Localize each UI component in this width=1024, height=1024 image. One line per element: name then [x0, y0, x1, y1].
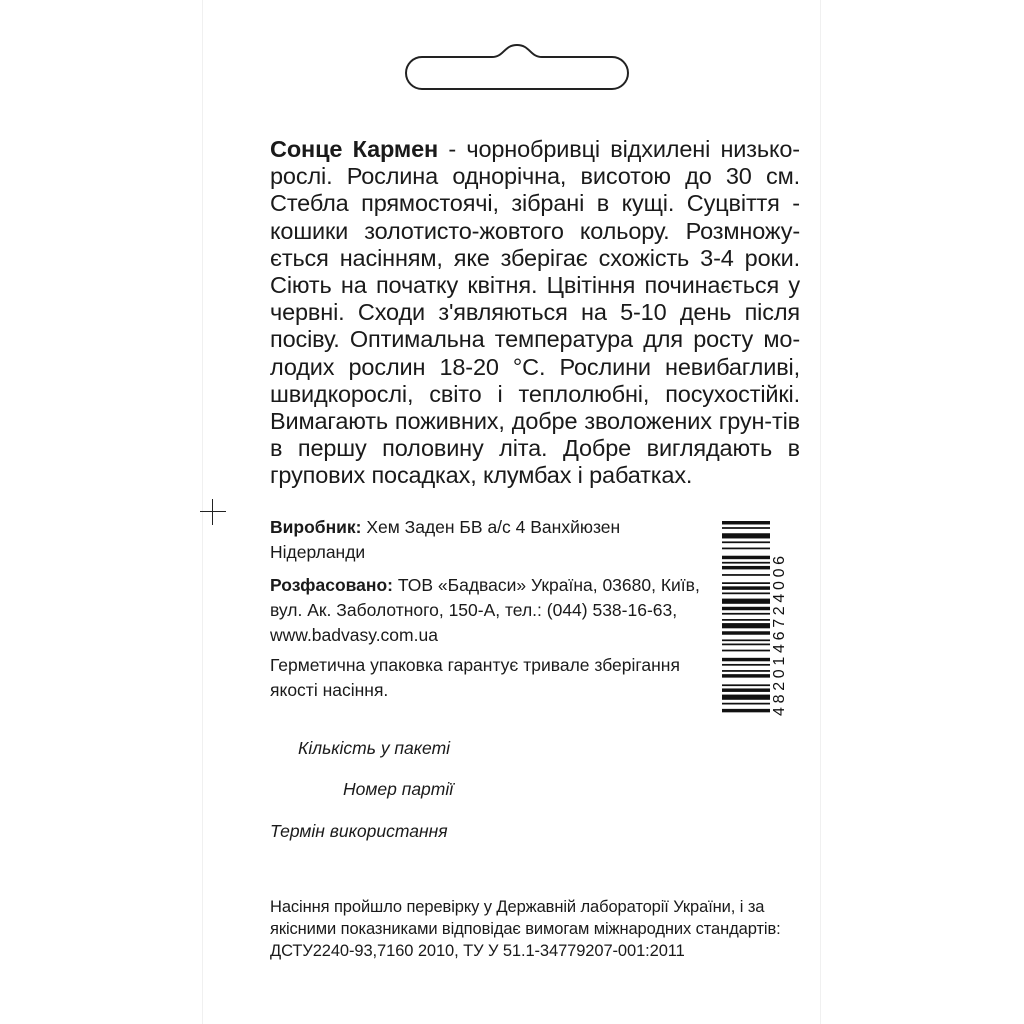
- registration-mark: [200, 499, 226, 525]
- hang-hole-outline: [404, 43, 630, 91]
- barcode-bar: [722, 631, 770, 634]
- product-description-text: - чорнобривці відхилені низько-рослі. Рослина однорічна, висотою до 30 см. Стебла прямостоячі, зібрані в кущі. Суцвіття - кошики золотисто-жовтого кольору. Розмножу-ється насінням, яке зберігає схожість 3-4 роки. Сіють на початку квітня. Цвітіння починається у червні. Сходи з'являються на 5-10 день після посіву. Оптимальна температура для росту мо-лодих рослин 18-20 °С. Рослини невибагливі, швидкорослі, світо і теплолюбні, посухостійкі. Вимагають поживних, добре зволожених грун-тів в першу половину літа. Добре виглядають в групових посадках, клумбах і рабатках.: [270, 136, 800, 489]
- product-description: [270, 136, 800, 490]
- barcode-bar: [722, 607, 770, 610]
- hermetic-note: Герметична упаковка гарантує тривале зберігання якості насіння.: [270, 655, 680, 700]
- manufacturer-label: Виробник:: [270, 517, 362, 537]
- barcode-bar: [722, 582, 770, 584]
- product-title: Сонце Кармен: [270, 136, 439, 162]
- certification-note: Насіння пройшло перевірку у Державній лабораторії України, і за якісними показниками відповідає вимогам міжнародних стандартів: ДСТУ2240-93,7160 2010, ТУ У 51.1-34779207-001:2011: [270, 898, 781, 960]
- barcode-digits: 4820146724006: [771, 552, 788, 716]
- barcode-bar: [722, 562, 770, 564]
- barcode-bar: [722, 695, 770, 700]
- lot-number-field-label: Номер партії: [343, 779, 454, 799]
- barcode-bar: [722, 599, 770, 604]
- packer-value: ТОВ «Бадваси» Україна, 03680, Київ, вул. Ак. Заболотного, 150-А, тел.: (044) 538-16-63, www.badvasy.com.ua: [270, 575, 700, 645]
- barcode-bar: [722, 709, 770, 712]
- barcode-bar: [722, 541, 770, 543]
- barcode-bar: [722, 639, 770, 641]
- barcode-bar: [722, 548, 770, 550]
- barcode-bar: [722, 664, 770, 666]
- packer-info: [270, 573, 700, 648]
- manufacturer-value: Хем Заден БВ а/с 4 Ванхйюзен Нідерланди: [270, 517, 621, 562]
- barcode-bar: [722, 619, 770, 621]
- barcode-bar: [722, 670, 770, 672]
- barcode-bar: [722, 556, 770, 559]
- barcode-bar: [722, 566, 770, 569]
- expiry-field-label: Термін використання: [270, 821, 448, 841]
- barcode-bar: [722, 574, 770, 576]
- barcode-bar: [722, 684, 770, 686]
- manufacturer-info: [270, 515, 700, 565]
- barcode-bar: [722, 521, 770, 524]
- barcode-bar: [722, 623, 770, 628]
- barcode-bar: [722, 674, 770, 677]
- barcode-bar: [722, 650, 770, 652]
- barcode-bar: [722, 644, 770, 646]
- packet-right-edge: [820, 0, 821, 1024]
- barcode-bar: [722, 592, 770, 594]
- barcode-bar: [722, 658, 770, 661]
- barcode-bar: [722, 586, 770, 589]
- barcode-bar: [722, 613, 770, 615]
- barcode-bar: [722, 533, 770, 538]
- packer-label: Розфасовано:: [270, 575, 393, 595]
- barcode-bar: [722, 527, 770, 529]
- quantity-field-label: Кількість у пакеті: [298, 738, 451, 758]
- barcode-bar: [722, 688, 770, 691]
- barcode-bar: [722, 703, 770, 705]
